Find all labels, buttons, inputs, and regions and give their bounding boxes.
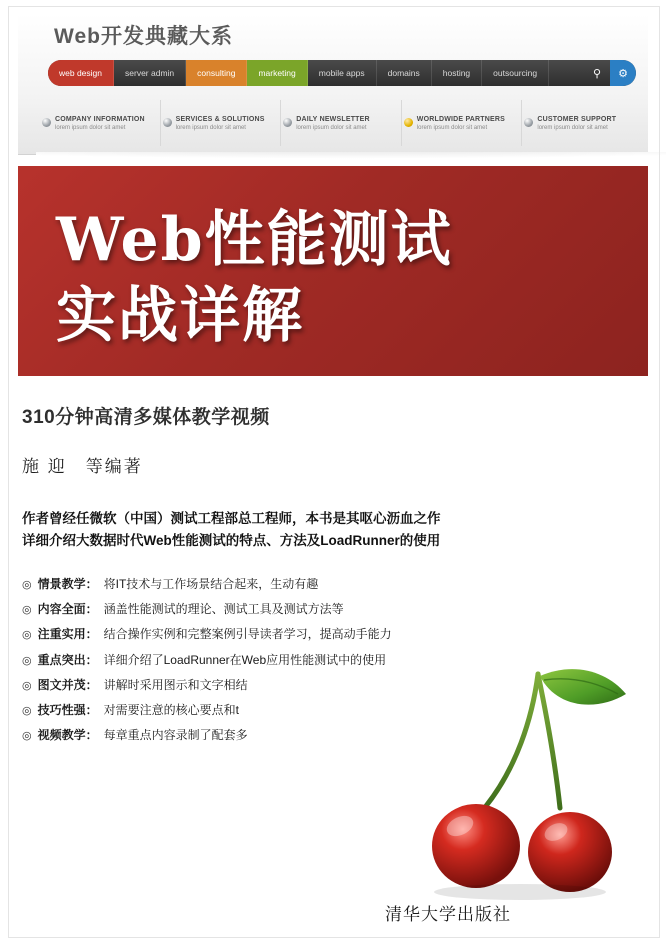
list-item	[22, 572, 622, 597]
nav-item-outsourcing[interactable]: outsourcing	[482, 60, 549, 86]
gear-icon[interactable]: ⚙	[610, 60, 636, 86]
bullet-text: 每章重点内容录制了配套多	[103, 728, 248, 743]
bullet-text: 涵盖性能测试的理论、测试工具及测试方法等	[103, 602, 344, 617]
circle-bullet-icon: ◎	[22, 654, 32, 667]
list-item	[22, 597, 622, 622]
bullet-dot-icon-active	[404, 118, 413, 127]
feature-item	[283, 100, 402, 146]
publisher-name	[0, 900, 666, 925]
bullet-text: 对需要注意的核心要点和t	[103, 702, 239, 717]
circle-bullet-icon: ◎	[22, 629, 32, 642]
feature-subtitle: lorem ipsum dolor sit amet	[175, 124, 246, 131]
bullet-label: 图文并茂：	[37, 677, 98, 692]
bullet-dot-icon	[283, 118, 292, 127]
banner-navbar	[48, 60, 636, 86]
nav-item-marketing[interactable]: marketing	[247, 60, 307, 86]
feature-item	[404, 100, 523, 146]
book-title-line2: 实战详解	[56, 281, 304, 351]
feature-subtitle: lorem ipsum dolor sit amet	[537, 124, 608, 131]
feature-subtitle: lorem ipsum dolor sit amet	[416, 124, 488, 131]
circle-bullet-icon: ◎	[22, 679, 32, 692]
publisher-text: 清华大学出版社	[385, 905, 511, 924]
circle-bullet-icon: ◎	[22, 604, 32, 617]
blurb	[22, 508, 642, 553]
feature-title: CUSTOMER SUPPORT	[537, 116, 617, 123]
search-icon[interactable]: ⚲	[592, 67, 602, 80]
feature-subtitle: lorem ipsum dolor sit amet	[296, 124, 367, 131]
blurb-line-2: 详细介绍大数据时代Web性能测试的特点、方法及LoadRunner的使用	[22, 533, 441, 549]
feature-title: DAILY NEWSLETTER	[296, 116, 370, 123]
bullet-dot-icon	[163, 118, 172, 127]
bullet-label: 视频教学：	[37, 728, 98, 743]
title-panel	[18, 166, 648, 376]
feature-title: WORLDWIDE PARTNERS	[416, 116, 506, 123]
nav-item-mobile-apps[interactable]: mobile apps	[308, 60, 377, 86]
media-note: 310分钟高清多媒体教学视频	[22, 407, 270, 428]
feature-title: SERVICES & SOLUTIONS	[175, 116, 265, 123]
feature-item	[524, 100, 642, 146]
banner-nav-items	[48, 60, 636, 86]
nav-item-consulting[interactable]: consulting	[186, 60, 247, 86]
bullet-label: 重点突出：	[37, 652, 98, 667]
nav-item-server-admin[interactable]: server admin	[114, 60, 186, 86]
circle-bullet-icon: ◎	[22, 704, 32, 717]
book-title-line1: Web性能测试	[56, 205, 453, 275]
nav-item-hosting[interactable]: hosting	[432, 60, 482, 86]
bullet-text: 讲解时采用图示和文字相结	[103, 677, 248, 692]
nav-item-domains[interactable]: domains	[377, 60, 432, 86]
feature-item	[42, 100, 161, 146]
bullet-dot-icon	[42, 118, 51, 127]
bullet-label: 内容全面：	[37, 602, 98, 617]
cherries-illustration	[420, 660, 640, 900]
bullet-label: 注重实用：	[37, 627, 98, 642]
bullet-dot-icon	[524, 118, 533, 127]
bullet-label: 情景教学：	[37, 577, 98, 591]
web-banner-graphic	[18, 14, 648, 155]
banner-feature-row	[42, 100, 642, 146]
feature-subtitle: lorem ipsum dolor sit amet	[55, 124, 126, 131]
feature-item	[163, 100, 282, 146]
bullet-text: 详细介绍了LoadRunner在Web应用性能测试中的使用	[103, 652, 387, 667]
nav-item-web-design[interactable]: web design	[48, 60, 114, 86]
feature-title: COMPANY INFORMATION	[55, 116, 145, 123]
series-title: Web开发典藏大系	[54, 25, 233, 48]
list-item	[22, 622, 622, 647]
blurb-line-1: 作者曾经任微软（中国）测试工程部总工程师，本书是其呕心沥血之作	[22, 511, 441, 526]
circle-bullet-icon: ◎	[22, 579, 32, 591]
bullet-text: 将IT技术与工作场景结合起来，生动有趣	[103, 577, 319, 591]
bullet-text: 结合操作实例和完整案例引导读者学习，提高动手能力	[103, 627, 392, 642]
bullet-label: 技巧性强：	[37, 702, 98, 717]
author-line: 施 迎 等编著	[22, 457, 143, 476]
circle-bullet-icon: ◎	[22, 730, 32, 743]
